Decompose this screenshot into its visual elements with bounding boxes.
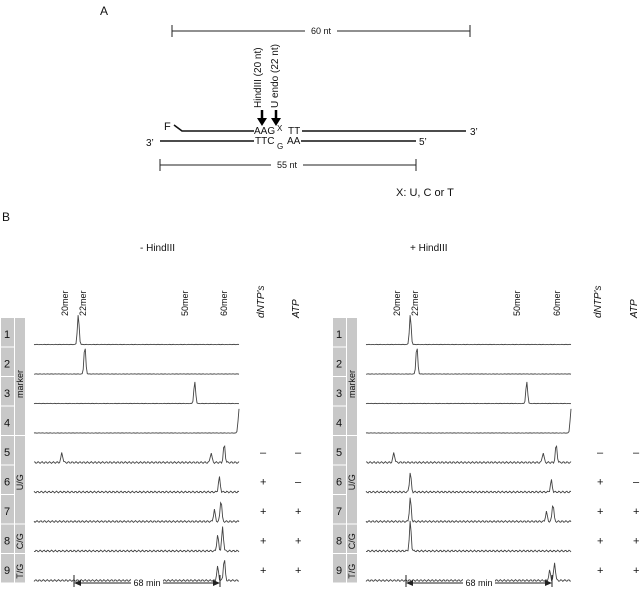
arrow-right-icon — [213, 580, 220, 586]
lane-number-5: 5 — [336, 447, 343, 459]
hindiii-arrow-icon — [257, 110, 267, 126]
trace-lane-4 — [34, 409, 239, 433]
peak-label-50mer: 50mer — [180, 290, 190, 316]
trace-lane-2 — [34, 349, 239, 374]
panel-a-label: A — [100, 4, 109, 18]
panel-title: + HindIII — [410, 243, 448, 254]
dntp-sign: + — [260, 565, 267, 577]
dntp-sign: + — [260, 506, 267, 518]
x-legend: X: U, C or T — [396, 187, 454, 199]
trace-lane-7 — [366, 498, 571, 523]
time-label: 68 min — [465, 578, 493, 588]
marker-label: marker — [347, 369, 357, 398]
lane-number-8: 8 — [4, 535, 11, 548]
trace-lane-5 — [366, 446, 571, 463]
time-label: 68 min — [133, 578, 161, 588]
bottom-strand-end: 5’ — [419, 137, 427, 148]
bottom-strand-start: 3’ — [146, 138, 154, 149]
dntp-sign: + — [597, 565, 604, 577]
uendo-cut-label: U endo (22 nt) — [270, 44, 281, 108]
lane-number-1: 1 — [336, 329, 343, 341]
atp-sign: + — [633, 535, 640, 548]
trace-lane-3 — [366, 382, 571, 404]
trace-lane-8 — [366, 521, 571, 552]
atp-sign: – — [633, 476, 640, 489]
group-label-U/G: U/G — [15, 474, 25, 491]
trace-lane-1 — [34, 315, 239, 345]
arrow-right-icon — [545, 580, 552, 586]
lane-number-3: 3 — [4, 388, 11, 400]
trace-lane-7 — [34, 503, 239, 523]
dntp-sign: + — [597, 506, 604, 518]
group-label-T/G: T/G — [347, 563, 357, 579]
dntp-sign: + — [597, 476, 604, 489]
top-length-scale — [172, 25, 470, 37]
dntp-sign: – — [597, 447, 604, 459]
dntp-sign: + — [260, 476, 267, 489]
hindiii-cut-label: HindIII (20 nt) — [253, 47, 264, 108]
trace-lane-2 — [366, 349, 571, 374]
lane-number-7: 7 — [336, 506, 343, 518]
panel-b — [1, 210, 640, 589]
top-strand — [164, 121, 478, 138]
g-label: G — [277, 142, 284, 151]
atp-sign: – — [295, 447, 302, 459]
group-label-U/G: U/G — [347, 474, 357, 491]
marker-label: marker — [15, 369, 25, 398]
trace-lane-8 — [34, 527, 239, 552]
trace-lane-6 — [366, 473, 571, 493]
panel-a — [100, 4, 478, 199]
atp-sign: + — [633, 565, 640, 577]
dntp-sign: + — [597, 535, 604, 548]
lane-number-2: 2 — [336, 358, 343, 371]
group-label-C/G: C/G — [15, 533, 25, 550]
top-seq-right: TT — [288, 126, 301, 137]
atp-sign: + — [633, 506, 640, 518]
chromatogram-panel-1 — [1, 243, 302, 589]
peak-label-22mer: 22mer — [78, 290, 88, 316]
peak-label-60mer: 60mer — [219, 290, 229, 316]
peak-label-22mer: 22mer — [410, 290, 420, 316]
dntp-header: dNTP's — [256, 285, 267, 318]
peak-label-60mer: 60mer — [552, 290, 562, 316]
trace-lane-6 — [34, 477, 239, 493]
peak-label-20mer: 20mer — [392, 290, 402, 316]
bottom-seq-right: AA — [287, 136, 301, 147]
top-strand-end: 3’ — [470, 127, 478, 138]
lane-number-1: 1 — [4, 329, 11, 341]
atp-sign: + — [295, 506, 302, 518]
lane-number-4: 4 — [4, 417, 11, 430]
lane-number-9: 9 — [336, 565, 343, 577]
bottom-length-scale — [160, 159, 416, 171]
lane-number-6: 6 — [4, 476, 11, 489]
lane-number-3: 3 — [336, 388, 343, 400]
trace-lane-4 — [366, 409, 571, 433]
trace-lane-3 — [34, 382, 239, 404]
atp-sign: + — [295, 535, 302, 548]
lane-number-6: 6 — [336, 476, 343, 489]
trace-lane-1 — [366, 315, 571, 345]
chromatogram-panel-2 — [333, 243, 640, 589]
x-label: X — [277, 124, 283, 133]
lane-number-5: 5 — [4, 447, 11, 459]
fluor-label: F — [164, 121, 171, 133]
panel-title: - HindIII — [140, 243, 176, 254]
top-length-label: 60 nt — [310, 26, 332, 36]
lane-number-8: 8 — [336, 535, 343, 548]
peak-label-20mer: 20mer — [60, 290, 70, 316]
dntp-header: dNTP's — [593, 285, 604, 318]
group-label-T/G: T/G — [15, 563, 25, 579]
lane-number-7: 7 — [4, 506, 11, 518]
group-label-C/G: C/G — [347, 533, 357, 550]
atp-sign: – — [295, 476, 302, 489]
bottom-length-label: 55 nt — [276, 160, 298, 170]
atp-header: ATP — [291, 299, 302, 318]
dntp-sign: – — [260, 447, 267, 459]
lane-number-9: 9 — [4, 565, 11, 577]
atp-sign: + — [295, 565, 302, 577]
panel-b-label: B — [2, 210, 11, 224]
bottom-strand — [146, 136, 427, 151]
trace-lane-5 — [34, 446, 239, 463]
lane-number-4: 4 — [336, 417, 343, 430]
lane-number-2: 2 — [4, 358, 11, 371]
atp-sign: – — [633, 447, 640, 459]
peak-label-50mer: 50mer — [512, 290, 522, 316]
dntp-sign: + — [260, 535, 267, 548]
atp-header: ATP — [629, 299, 640, 318]
top-seq-left: AAG — [254, 126, 276, 137]
bottom-seq-left: TTC — [255, 136, 275, 147]
